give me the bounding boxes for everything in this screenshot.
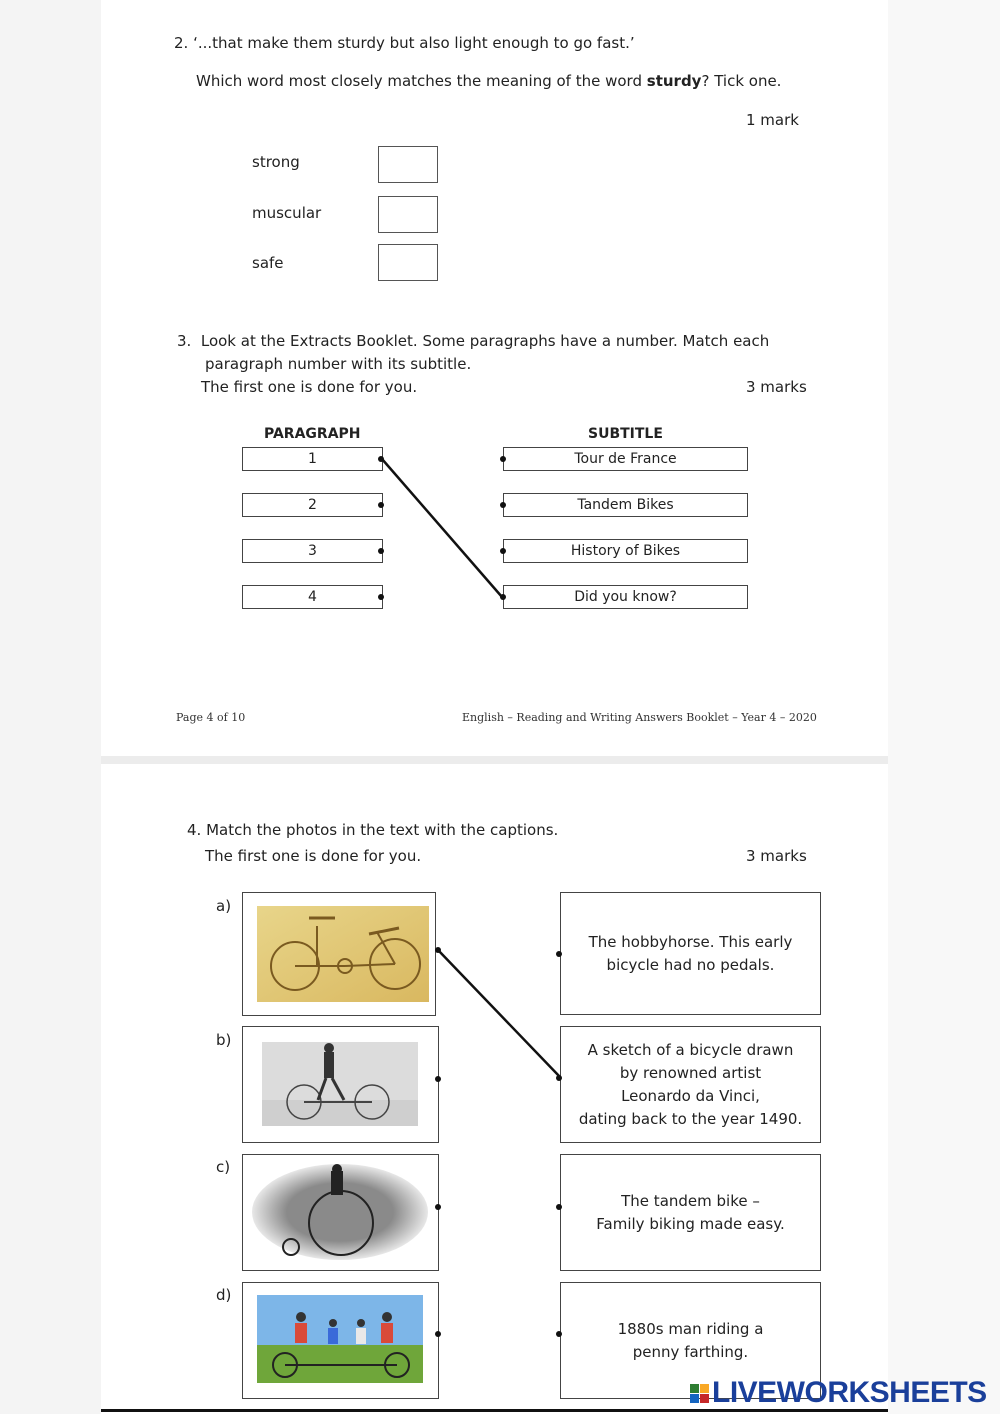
q3-marks: 3 marks bbox=[746, 378, 807, 396]
caption-dot-1[interactable] bbox=[556, 951, 562, 957]
caption-tandem-line2: Family biking made easy. bbox=[596, 1214, 785, 1233]
tandem-bike-photo bbox=[257, 1295, 423, 1383]
footer-booklet-title: English – Reading and Writing Answers Booklet – Year 4 – 2020 bbox=[462, 711, 817, 724]
caption-dot-2[interactable] bbox=[556, 1075, 562, 1081]
liveworksheets-brand: LIVEWORKSHEETS bbox=[712, 1376, 987, 1409]
q4-number: 4. bbox=[187, 821, 202, 839]
subtitle-box-did-you-know[interactable]: Did you know? bbox=[503, 585, 748, 609]
q2-option-safe: safe bbox=[252, 254, 284, 272]
photo-label-d: d) bbox=[216, 1286, 232, 1304]
right-margin bbox=[888, 0, 1000, 1414]
q4-line2: The first one is done for you. bbox=[205, 847, 422, 865]
caption-leonardo-line4: dating back to the year 1490. bbox=[578, 1109, 803, 1128]
caption-dot-3[interactable] bbox=[556, 1204, 562, 1210]
liveworksheets-watermark bbox=[690, 1376, 987, 1410]
caption-tandem-line1: The tandem bike – bbox=[621, 1191, 760, 1210]
caption-penny-line2: penny farthing. bbox=[632, 1342, 749, 1361]
subtitle-dot-4[interactable] bbox=[500, 594, 506, 600]
photo-frame-a[interactable] bbox=[242, 892, 436, 1016]
q2-option-muscular: muscular bbox=[252, 204, 322, 222]
paragraph-dot-2[interactable] bbox=[378, 502, 384, 508]
q3-instruction: Look at the Extracts Booklet. Some paragraphs have a number. Match each bbox=[200, 332, 770, 350]
paragraph-box-1[interactable]: 1 bbox=[242, 447, 383, 471]
q3-line2: paragraph number with its subtitle. bbox=[205, 355, 472, 373]
q2-quote: ‘...that make them sturdy but also light enough to go fast.’ bbox=[193, 34, 635, 52]
paragraph-dot-3[interactable] bbox=[378, 548, 384, 554]
caption-box-leonardo-sketch[interactable] bbox=[560, 1026, 821, 1143]
subtitle-box-history-of-bikes[interactable]: History of Bikes bbox=[503, 539, 748, 563]
subtitle-box-tour-de-france[interactable]: Tour de France bbox=[503, 447, 748, 471]
hobbyhorse-photo bbox=[262, 1042, 418, 1126]
penny-farthing-photo bbox=[251, 1163, 429, 1261]
q4-line1 bbox=[187, 819, 558, 841]
caption-box-tandem[interactable] bbox=[560, 1154, 821, 1271]
q2-prompt-instruction: ? Tick one. bbox=[701, 72, 782, 90]
subtitle-box-tandem-bikes[interactable]: Tandem Bikes bbox=[503, 493, 748, 517]
paragraph-box-4[interactable]: 4 bbox=[242, 585, 383, 609]
photo-label-b: b) bbox=[216, 1031, 232, 1049]
paragraph-box-2[interactable]: 2 bbox=[242, 493, 383, 517]
caption-leonardo-line2: by renowned artist bbox=[619, 1063, 762, 1082]
paragraph-dot-4[interactable] bbox=[378, 594, 384, 600]
footer-page-number: Page 4 of 10 bbox=[176, 711, 246, 724]
q2-prompt-keyword: sturdy bbox=[646, 72, 702, 90]
q2-marks: 1 mark bbox=[746, 111, 799, 129]
q2-heading bbox=[174, 32, 635, 54]
paragraph-dot-1[interactable] bbox=[378, 456, 384, 462]
photo-dot-a[interactable] bbox=[435, 947, 441, 953]
q3-line1 bbox=[177, 330, 769, 352]
subtitle-dot-1[interactable] bbox=[500, 456, 506, 462]
photo-dot-b[interactable] bbox=[435, 1076, 441, 1082]
photo-dot-c[interactable] bbox=[435, 1204, 441, 1210]
liveworksheets-logo-icon bbox=[690, 1384, 709, 1403]
q2-prompt bbox=[196, 70, 781, 92]
q3-line3: The first one is done for you. bbox=[201, 378, 418, 396]
q2-tickbox-safe[interactable] bbox=[378, 244, 438, 281]
caption-hobbyhorse-line1: The hobbyhorse. This early bbox=[588, 932, 793, 951]
q2-prompt-text: Which word most closely matches the meaning of the word bbox=[196, 72, 647, 90]
subtitle-dot-3[interactable] bbox=[500, 548, 506, 554]
caption-leonardo-line3: Leonardo da Vinci, bbox=[621, 1086, 760, 1105]
left-margin bbox=[0, 0, 101, 1414]
photo-label-a: a) bbox=[216, 897, 232, 915]
leonardo-sketch-photo bbox=[257, 906, 429, 1002]
q2-tickbox-strong[interactable] bbox=[378, 146, 438, 183]
q2-option-strong: strong bbox=[252, 153, 300, 171]
caption-penny-line1: 1880s man riding a bbox=[617, 1319, 764, 1338]
photo-frame-d[interactable] bbox=[242, 1282, 439, 1399]
caption-box-hobbyhorse[interactable] bbox=[560, 892, 821, 1015]
subtitle-header: SUBTITLE bbox=[588, 426, 663, 442]
paragraph-header: PARAGRAPH bbox=[264, 426, 361, 442]
q4-instruction: Match the photos in the text with the captions. bbox=[206, 821, 559, 839]
photo-frame-c[interactable] bbox=[242, 1154, 439, 1271]
paragraph-box-3[interactable]: 3 bbox=[242, 539, 383, 563]
q3-number: 3. bbox=[177, 332, 192, 350]
q2-tickbox-muscular[interactable] bbox=[378, 196, 438, 233]
subtitle-dot-2[interactable] bbox=[500, 502, 506, 508]
caption-dot-4[interactable] bbox=[556, 1331, 562, 1337]
q4-marks: 3 marks bbox=[746, 847, 807, 865]
photo-label-c: c) bbox=[216, 1158, 231, 1176]
q2-number: 2. bbox=[174, 34, 189, 52]
photo-dot-d[interactable] bbox=[435, 1331, 441, 1337]
page-divider bbox=[101, 756, 888, 764]
caption-leonardo-line1: A sketch of a bicycle drawn bbox=[587, 1040, 794, 1059]
caption-hobbyhorse-line2: bicycle had no pedals. bbox=[606, 955, 775, 974]
photo-frame-b[interactable] bbox=[242, 1026, 439, 1143]
